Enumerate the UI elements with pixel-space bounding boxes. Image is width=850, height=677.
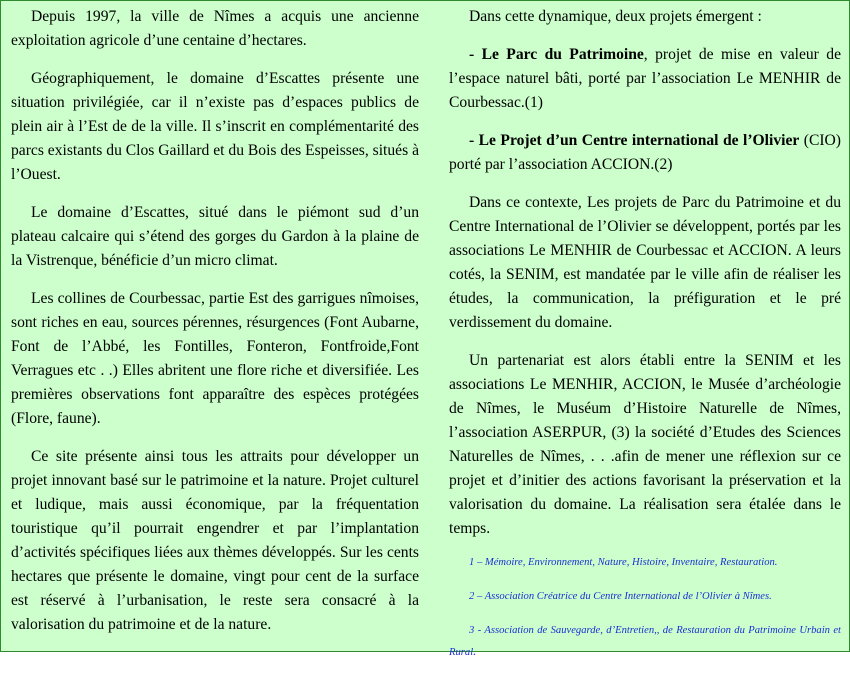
left-column bbox=[11, 1, 419, 651]
paragraph: Depuis 1997, la ville de Nîmes a acquis une ancienne exploitation agricole d’une centaine d’hectares. bbox=[11, 8, 419, 49]
footnote-2: 2 – Association Créatrice du Centre International de l’Olivier à Nîmes. bbox=[469, 591, 772, 602]
right-column bbox=[449, 1, 841, 677]
paragraph: Les collines de Courbessac, partie Est des garrigues nîmoises, sont riches en eau, sources pérennes, résurgences (Font Aubarne, Font de l’Abbé, les Fontilles, Fonteron, Fontfroide,Font Verragues etc . .) Elles abritent une flore riche et diversifiée. Les premières observations font apparaître des espèces protégées (Flore, faune). bbox=[11, 290, 419, 427]
paragraph: Le domaine d’Escattes, situé dans le piémont sud d’un plateau calcaire qui s’étend des gorges du Gardon à la plaine de la Vistrenque, bénéficie d’un micro climat. bbox=[11, 204, 419, 269]
footnote-3-period: . bbox=[473, 643, 477, 658]
project-parc-text: , projet de mise en valeur de l’espace naturel bâti, porté par l’association Le MENHIR de Courbessac.(1) bbox=[449, 46, 841, 111]
footnote-3 bbox=[449, 621, 841, 663]
footnote-1: 1 – Mémoire, Environnement, Nature, Histoire, Inventaire, Restauration. bbox=[469, 557, 778, 568]
intro-paragraph: Dans cette dynamique, deux projets émergent : bbox=[469, 8, 762, 25]
context-paragraph: Dans ce contexte, Les projets de Parc du Patrimoine et du Centre International de l’Olivier se développent, portés par les associations Le MENHIR de Courbessac et ACCION. A leurs cotés, la SENIM, est mandatée par le ville afin de réaliser les études, la communication, la préfiguration et le pré verdissement du domaine. bbox=[449, 194, 841, 331]
partnership-paragraph: Un partenariat est alors établi entre la SENIM et les associations Le MENHIR, ACCION, le Musée d’archéologie de Nîmes, le Muséum d’Histoire Naturelle de Nîmes, l’association ASERPUR, (3) la société d’Etudes des Sciences Naturelles de Nîmes, . . .afin de mener une réflexion sur ce projet et d’initier des actions favorisant la préservation et la valorisation du domaine. La réalisation sera étalée dans le temps. bbox=[449, 352, 841, 537]
footnote-3-text: 3 - Association de Sauvegarde, d’Entretien,, de Restauration du Patrimoine Urbain et Rural bbox=[449, 625, 841, 658]
footnotes bbox=[449, 553, 841, 663]
project-cio-text: (CIO) porté par l’association ACCION.(2) bbox=[449, 132, 841, 173]
project-cio-title: - Le Projet d’un Centre international de l’Olivier bbox=[469, 132, 800, 149]
project-cio-paragraph bbox=[449, 129, 841, 177]
paragraph: Ce site présente ainsi tous les attraits pour développer un projet innovant basé sur le patrimoine et la nature. Projet culturel et ludique, mais aussi économique, par la fréquentation touristique qu’il pourrait engendrer et par l’implantation d’activités spécifiques liées aux thèmes développés. Sur les cents hectares que présente le domaine, vingt pour cent de la surface est réservé à l’urbanisation, le reste sera consacré à la valorisation du patrimoine et de la nature. bbox=[11, 448, 419, 633]
project-parc-title: - Le Parc du Patrimoine bbox=[469, 46, 644, 63]
project-parc-paragraph bbox=[449, 43, 841, 115]
paragraph: Géographiquement, le domaine d’Escattes présente une situation privilégiée, car il n’existe pas d’espaces publics de plein air à l’Est de de la ville. Il s’inscrit en complémentarité des parcs existants du Clos Gaillard et du Bois des Espeisses, situés à l’Ouest. bbox=[11, 70, 419, 183]
